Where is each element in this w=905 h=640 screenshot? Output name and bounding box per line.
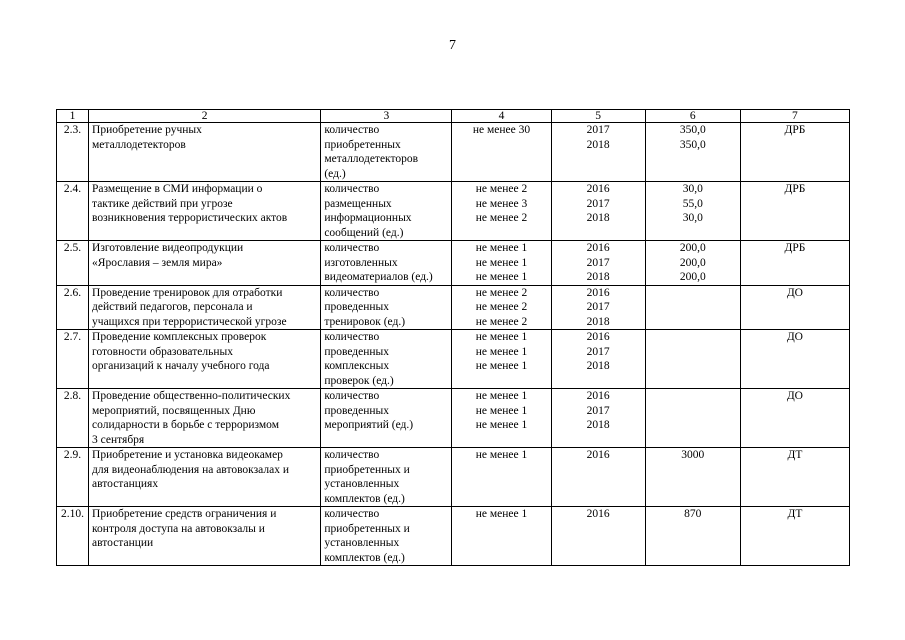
- target-value-cell: [452, 330, 551, 389]
- table-row: [57, 182, 850, 241]
- column-header: 6: [645, 110, 740, 123]
- indicator-cell: [321, 241, 452, 286]
- executor-cell: ДО: [740, 285, 849, 330]
- table-header-row: [57, 110, 850, 123]
- table-row: [57, 123, 850, 182]
- table-row: [57, 330, 850, 389]
- activity-name-line: автостанции: [92, 537, 154, 549]
- column-header: 2: [89, 110, 321, 123]
- target-value-line: не менее 2: [475, 212, 528, 224]
- indicator-cell: [321, 182, 452, 241]
- funding-amount-cell: [645, 389, 740, 448]
- year-line: 2018: [586, 212, 610, 224]
- table-body: [57, 123, 850, 566]
- indicator-line: установленных: [324, 537, 400, 549]
- activity-name-line: организаций к началу учебного года: [92, 360, 270, 372]
- activity-name-cell: [89, 448, 321, 507]
- funding-amount-line: 30,0: [682, 183, 703, 195]
- row-number-cell: 2.4.: [57, 182, 89, 241]
- table-row: [57, 389, 850, 448]
- page-number: 7: [449, 38, 456, 53]
- target-value-line: не менее 2: [475, 301, 528, 313]
- activity-name-cell: [89, 389, 321, 448]
- year-cell: [551, 448, 645, 507]
- indicator-line: изготовленных: [324, 256, 398, 269]
- year-line: 2016: [586, 242, 610, 254]
- indicator-line: комплектов (ед.): [324, 551, 405, 564]
- year-cell: [551, 330, 645, 389]
- funding-amount-line: 3000: [681, 449, 705, 461]
- row-number-cell: 2.9.: [57, 448, 89, 507]
- target-value-line: не менее 30: [472, 124, 531, 136]
- target-value-line: не менее 1: [475, 271, 528, 283]
- year-line: 2017: [586, 256, 610, 269]
- year-line: 2016: [586, 183, 610, 195]
- year-cell: [551, 285, 645, 330]
- funding-amount-line: 350,0: [679, 124, 706, 136]
- indicator-line: проверок (ед.): [324, 374, 394, 387]
- indicator-cell: [321, 123, 452, 182]
- target-value-cell: [452, 389, 551, 448]
- year-line: 2016: [586, 390, 610, 402]
- funding-amount-line: 200,0: [679, 271, 706, 283]
- row-number-cell: 2.5.: [57, 241, 89, 286]
- activity-name-cell: [89, 123, 321, 182]
- activity-name-line: Размещение в СМИ информации о: [92, 183, 263, 195]
- indicator-cell: [321, 389, 452, 448]
- indicator-cell: [321, 330, 452, 389]
- row-number-cell: 2.8.: [57, 389, 89, 448]
- activity-name-line: Проведение общественно-политических: [92, 390, 291, 402]
- activity-name-line: контроля доступа на автовокзалы и: [92, 522, 265, 535]
- activity-name-line: Приобретение ручных: [92, 124, 202, 136]
- activity-name-line: Проведение тренировок для отработки: [92, 286, 283, 299]
- indicator-line: количество: [324, 242, 380, 254]
- activity-name-line: Приобретение средств ограничения и: [92, 508, 277, 520]
- activity-name-line: действий педагогов, персонала и: [92, 301, 253, 313]
- executor-cell: ДРБ: [740, 182, 849, 241]
- indicator-line: установленных: [324, 478, 400, 490]
- target-value-line: не менее 2: [475, 315, 528, 328]
- year-line: 2017: [586, 404, 610, 417]
- activity-name-line: мероприятий, посвященных Дню: [92, 404, 256, 417]
- target-value-line: не менее 1: [475, 404, 528, 417]
- funding-amount-line: 200,0: [679, 242, 706, 254]
- year-cell: [551, 241, 645, 286]
- row-number-cell: 2.10.: [57, 507, 89, 566]
- indicator-line: количество: [324, 508, 380, 520]
- indicator-line: количество: [324, 124, 380, 136]
- target-value-cell: [452, 448, 551, 507]
- column-header: 7: [740, 110, 849, 123]
- indicator-line: количество: [324, 449, 380, 461]
- indicator-line: приобретенных и: [324, 463, 410, 476]
- activity-name-line: Изготовление видеопродукции: [92, 242, 244, 254]
- activity-name-cell: [89, 330, 321, 389]
- activity-name-line: солидарности в борьбе с терроризмом: [92, 419, 279, 431]
- year-line: 2018: [586, 315, 610, 328]
- year-line: 2016: [586, 331, 610, 343]
- funding-amount-cell: [645, 241, 740, 286]
- year-line: 2018: [586, 360, 610, 372]
- indicator-line: комплексных: [324, 360, 390, 372]
- indicator-line: приобретенных и: [324, 522, 410, 535]
- target-value-line: не менее 1: [475, 242, 528, 254]
- table-row: [57, 285, 850, 330]
- activity-name-cell: [89, 285, 321, 330]
- indicator-line: видеоматериалов (ед.): [324, 271, 433, 283]
- executor-cell: ДТ: [740, 448, 849, 507]
- target-value-line: не менее 3: [475, 197, 528, 210]
- program-table: [56, 109, 850, 566]
- indicator-line: количество: [324, 183, 380, 195]
- indicator-line: информационных: [324, 212, 412, 224]
- target-value-line: не менее 2: [475, 286, 528, 299]
- indicator-line: количество: [324, 331, 380, 343]
- indicator-cell: [321, 507, 452, 566]
- year-cell: [551, 123, 645, 182]
- activity-name-cell: [89, 507, 321, 566]
- indicator-line: приобретенных: [324, 138, 401, 151]
- target-value-line: не менее 1: [475, 331, 528, 343]
- funding-amount-line: 200,0: [679, 256, 706, 269]
- executor-cell: ДТ: [740, 507, 849, 566]
- target-value-line: не менее 1: [475, 390, 528, 402]
- funding-amount-cell: [645, 330, 740, 389]
- indicator-line: металлодетекторов: [324, 153, 419, 165]
- funding-amount-line: 30,0: [682, 212, 703, 224]
- table-row: [57, 507, 850, 566]
- year-line: 2016: [586, 449, 610, 461]
- column-header: 5: [551, 110, 645, 123]
- indicator-line: количество: [324, 286, 380, 299]
- indicator-cell: [321, 448, 452, 507]
- activity-name-line: Проведение комплексных проверок: [92, 331, 267, 343]
- year-line: 2017: [586, 345, 610, 358]
- year-line: 2018: [586, 138, 610, 151]
- year-line: 2016: [586, 286, 610, 299]
- column-header: 1: [57, 110, 89, 123]
- activity-name-cell: [89, 182, 321, 241]
- indicator-cell: [321, 285, 452, 330]
- activity-name-line: металлодетекторов: [92, 138, 186, 151]
- target-value-cell: [452, 507, 551, 566]
- indicator-line: проведенных: [324, 345, 390, 358]
- funding-amount-line: 870: [684, 508, 702, 520]
- activity-name-line: «Ярославия – земля мира»: [92, 256, 223, 269]
- year-line: 2017: [586, 301, 610, 313]
- table-row: [57, 241, 850, 286]
- activity-name-line: возникновения террористических актов: [92, 212, 288, 224]
- executor-cell: ДО: [740, 330, 849, 389]
- target-value-cell: [452, 241, 551, 286]
- funding-amount-line: 55,0: [682, 197, 703, 210]
- year-line: 2016: [586, 508, 610, 520]
- funding-amount-line: 350,0: [679, 138, 706, 151]
- activity-name-line: автостанциях: [92, 478, 159, 490]
- funding-amount-cell: [645, 182, 740, 241]
- indicator-line: комплектов (ед.): [324, 492, 405, 505]
- year-line: 2017: [586, 124, 610, 136]
- funding-amount-cell: [645, 123, 740, 182]
- funding-amount-cell: [645, 285, 740, 330]
- indicator-line: размещенных: [324, 197, 392, 210]
- year-line: 2017: [586, 197, 610, 210]
- target-value-line: не менее 1: [475, 449, 528, 461]
- executor-cell: ДРБ: [740, 241, 849, 286]
- activity-name-cell: [89, 241, 321, 286]
- indicator-line: (ед.): [324, 167, 346, 180]
- target-value-line: не менее 1: [475, 345, 528, 358]
- table-row: [57, 448, 850, 507]
- activity-name-line: учащихся при террористической угрозе: [92, 315, 287, 328]
- activity-name-line: готовности образовательных: [92, 345, 233, 358]
- target-value-line: не менее 2: [475, 183, 528, 195]
- indicator-line: количество: [324, 390, 380, 402]
- column-header: 4: [452, 110, 551, 123]
- indicator-line: тренировок (ед.): [324, 315, 406, 328]
- indicator-line: мероприятий (ед.): [324, 419, 414, 431]
- target-value-line: не менее 1: [475, 256, 528, 269]
- target-value-cell: [452, 123, 551, 182]
- executor-cell: ДО: [740, 389, 849, 448]
- column-header: 3: [321, 110, 452, 123]
- year-cell: [551, 182, 645, 241]
- year-cell: [551, 389, 645, 448]
- row-number-cell: 2.6.: [57, 285, 89, 330]
- row-number-cell: 2.3.: [57, 123, 89, 182]
- funding-amount-cell: [645, 507, 740, 566]
- row-number-cell: 2.7.: [57, 330, 89, 389]
- activity-name-line: 3 сентября: [92, 433, 145, 446]
- activity-name-line: Приобретение и установка видеокамер: [92, 449, 283, 461]
- target-value-cell: [452, 285, 551, 330]
- year-line: 2018: [586, 419, 610, 431]
- target-value-line: не менее 1: [475, 508, 528, 520]
- year-line: 2018: [586, 271, 610, 283]
- indicator-line: сообщений (ед.): [324, 226, 404, 239]
- indicator-line: проведенных: [324, 404, 390, 417]
- indicator-line: проведенных: [324, 301, 390, 313]
- executor-cell: ДРБ: [740, 123, 849, 182]
- target-value-line: не менее 1: [475, 360, 528, 372]
- funding-amount-cell: [645, 448, 740, 507]
- activity-name-line: тактике действий при угрозе: [92, 197, 233, 210]
- activity-name-line: для видеонаблюдения на автовокзалах и: [92, 463, 289, 476]
- year-cell: [551, 507, 645, 566]
- target-value-line: не менее 1: [475, 419, 528, 431]
- target-value-cell: [452, 182, 551, 241]
